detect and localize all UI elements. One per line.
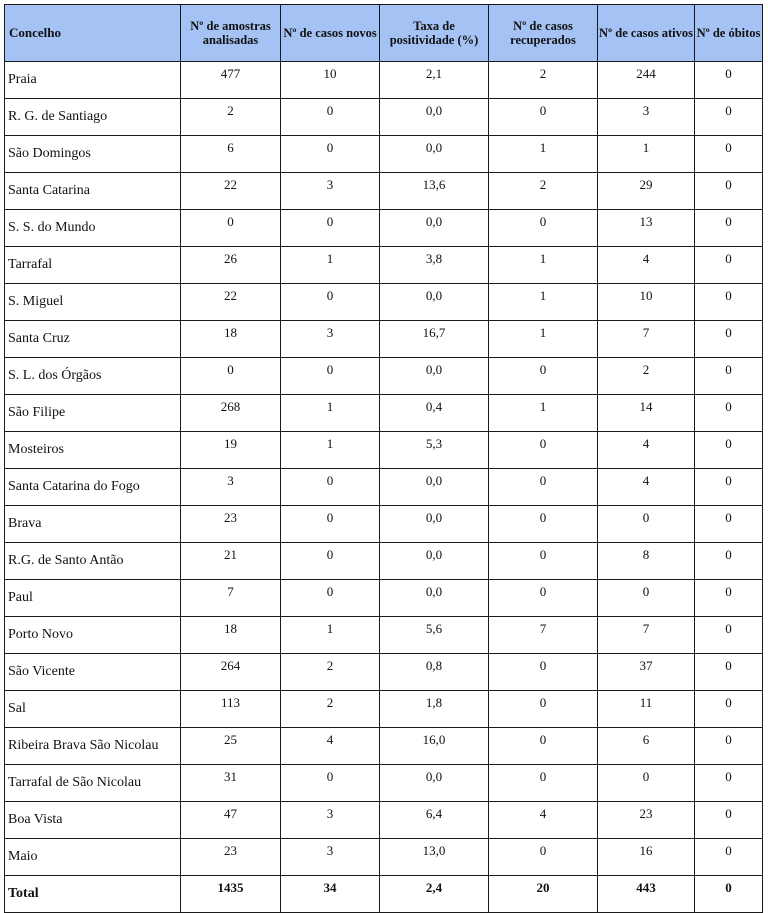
header-casos-recuperados: Nº de casos recuperados bbox=[489, 5, 598, 62]
obitos-cell: 0 bbox=[695, 99, 763, 136]
taxa-cell: 0,0 bbox=[380, 358, 489, 395]
header-casos-novos: Nº de casos novos bbox=[281, 5, 380, 62]
concelho-cell: Paul bbox=[5, 580, 181, 617]
concelho-cell: Tarrafal de São Nicolau bbox=[5, 765, 181, 802]
taxa-cell: 13,6 bbox=[380, 173, 489, 210]
novos-cell: 0 bbox=[281, 99, 380, 136]
amostras-cell: 477 bbox=[181, 62, 281, 99]
amostras-cell: 26 bbox=[181, 247, 281, 284]
concelho-cell: São Vicente bbox=[5, 654, 181, 691]
header-taxa-positividade: Taxa de positividade (%) bbox=[380, 5, 489, 62]
recuperados-cell: 0 bbox=[489, 580, 598, 617]
taxa-cell: 0,0 bbox=[380, 765, 489, 802]
recuperados-cell: 0 bbox=[489, 506, 598, 543]
obitos-cell: 0 bbox=[695, 173, 763, 210]
table-row bbox=[5, 395, 763, 432]
covid-cases-table bbox=[4, 4, 763, 913]
concelho-cell: Sal bbox=[5, 691, 181, 728]
recuperados-cell: 0 bbox=[489, 543, 598, 580]
taxa-cell: 0,8 bbox=[380, 654, 489, 691]
novos-cell: 3 bbox=[281, 802, 380, 839]
amostras-cell: 264 bbox=[181, 654, 281, 691]
taxa-cell: 0,0 bbox=[380, 136, 489, 173]
table-body bbox=[5, 62, 763, 876]
obitos-cell: 0 bbox=[695, 728, 763, 765]
table-row bbox=[5, 247, 763, 284]
header-casos-ativos: Nº de casos ativos bbox=[598, 5, 695, 62]
taxa-cell: 0,0 bbox=[380, 99, 489, 136]
table-header bbox=[5, 5, 763, 62]
novos-cell: 1 bbox=[281, 432, 380, 469]
recuperados-cell: 0 bbox=[489, 210, 598, 247]
amostras-cell: 23 bbox=[181, 506, 281, 543]
recuperados-cell: 1 bbox=[489, 136, 598, 173]
recuperados-cell: 7 bbox=[489, 617, 598, 654]
header-row bbox=[5, 5, 763, 62]
total-amostras: 1435 bbox=[181, 876, 281, 913]
obitos-cell: 0 bbox=[695, 432, 763, 469]
ativos-cell: 4 bbox=[598, 469, 695, 506]
table-row bbox=[5, 839, 763, 876]
table-row bbox=[5, 284, 763, 321]
header-amostras: Nº de amostras analisadas bbox=[181, 5, 281, 62]
table-row bbox=[5, 432, 763, 469]
concelho-cell: Santa Catarina bbox=[5, 173, 181, 210]
ativos-cell: 11 bbox=[598, 691, 695, 728]
ativos-cell: 29 bbox=[598, 173, 695, 210]
novos-cell: 3 bbox=[281, 321, 380, 358]
obitos-cell: 0 bbox=[695, 136, 763, 173]
recuperados-cell: 0 bbox=[489, 99, 598, 136]
obitos-cell: 0 bbox=[695, 284, 763, 321]
ativos-cell: 0 bbox=[598, 506, 695, 543]
table-row bbox=[5, 506, 763, 543]
obitos-cell: 0 bbox=[695, 802, 763, 839]
table-row bbox=[5, 62, 763, 99]
recuperados-cell: 0 bbox=[489, 432, 598, 469]
taxa-cell: 0,0 bbox=[380, 506, 489, 543]
ativos-cell: 7 bbox=[598, 321, 695, 358]
recuperados-cell: 0 bbox=[489, 728, 598, 765]
ativos-cell: 13 bbox=[598, 210, 695, 247]
amostras-cell: 19 bbox=[181, 432, 281, 469]
concelho-cell: R.G. de Santo Antão bbox=[5, 543, 181, 580]
table-row bbox=[5, 99, 763, 136]
novos-cell: 0 bbox=[281, 136, 380, 173]
table-row bbox=[5, 321, 763, 358]
taxa-cell: 5,3 bbox=[380, 432, 489, 469]
concelho-cell: S. Miguel bbox=[5, 284, 181, 321]
concelho-cell: Boa Vista bbox=[5, 802, 181, 839]
total-row bbox=[5, 876, 763, 913]
amostras-cell: 0 bbox=[181, 358, 281, 395]
taxa-cell: 0,0 bbox=[380, 580, 489, 617]
table-row bbox=[5, 469, 763, 506]
total-obitos: 0 bbox=[695, 876, 763, 913]
taxa-cell: 0,0 bbox=[380, 284, 489, 321]
ativos-cell: 4 bbox=[598, 247, 695, 284]
ativos-cell: 16 bbox=[598, 839, 695, 876]
novos-cell: 2 bbox=[281, 654, 380, 691]
amostras-cell: 31 bbox=[181, 765, 281, 802]
table-row bbox=[5, 654, 763, 691]
recuperados-cell: 2 bbox=[489, 173, 598, 210]
novos-cell: 10 bbox=[281, 62, 380, 99]
taxa-cell: 6,4 bbox=[380, 802, 489, 839]
concelho-cell: Santa Cruz bbox=[5, 321, 181, 358]
novos-cell: 0 bbox=[281, 469, 380, 506]
novos-cell: 0 bbox=[281, 580, 380, 617]
taxa-cell: 16,7 bbox=[380, 321, 489, 358]
amostras-cell: 6 bbox=[181, 136, 281, 173]
recuperados-cell: 4 bbox=[489, 802, 598, 839]
table-row bbox=[5, 580, 763, 617]
table-row bbox=[5, 728, 763, 765]
concelho-cell: Santa Catarina do Fogo bbox=[5, 469, 181, 506]
obitos-cell: 0 bbox=[695, 691, 763, 728]
table-row bbox=[5, 210, 763, 247]
ativos-cell: 0 bbox=[598, 580, 695, 617]
ativos-cell: 10 bbox=[598, 284, 695, 321]
ativos-cell: 8 bbox=[598, 543, 695, 580]
concelho-cell: São Filipe bbox=[5, 395, 181, 432]
obitos-cell: 0 bbox=[695, 358, 763, 395]
recuperados-cell: 0 bbox=[489, 469, 598, 506]
obitos-cell: 0 bbox=[695, 617, 763, 654]
novos-cell: 0 bbox=[281, 765, 380, 802]
novos-cell: 3 bbox=[281, 839, 380, 876]
amostras-cell: 23 bbox=[181, 839, 281, 876]
taxa-cell: 0,4 bbox=[380, 395, 489, 432]
total-taxa: 2,4 bbox=[380, 876, 489, 913]
amostras-cell: 3 bbox=[181, 469, 281, 506]
table-row bbox=[5, 173, 763, 210]
recuperados-cell: 2 bbox=[489, 62, 598, 99]
concelho-cell: R. G. de Santiago bbox=[5, 99, 181, 136]
amostras-cell: 18 bbox=[181, 617, 281, 654]
obitos-cell: 0 bbox=[695, 395, 763, 432]
recuperados-cell: 0 bbox=[489, 765, 598, 802]
ativos-cell: 6 bbox=[598, 728, 695, 765]
obitos-cell: 0 bbox=[695, 321, 763, 358]
total-label: Total bbox=[5, 876, 181, 913]
obitos-cell: 0 bbox=[695, 765, 763, 802]
recuperados-cell: 1 bbox=[489, 395, 598, 432]
novos-cell: 1 bbox=[281, 617, 380, 654]
novos-cell: 0 bbox=[281, 284, 380, 321]
amostras-cell: 268 bbox=[181, 395, 281, 432]
obitos-cell: 0 bbox=[695, 580, 763, 617]
recuperados-cell: 0 bbox=[489, 691, 598, 728]
table-row bbox=[5, 765, 763, 802]
table-container bbox=[4, 4, 763, 913]
table-row bbox=[5, 543, 763, 580]
obitos-cell: 0 bbox=[695, 839, 763, 876]
novos-cell: 0 bbox=[281, 358, 380, 395]
total-recuperados: 20 bbox=[489, 876, 598, 913]
novos-cell: 1 bbox=[281, 395, 380, 432]
amostras-cell: 18 bbox=[181, 321, 281, 358]
ativos-cell: 244 bbox=[598, 62, 695, 99]
header-obitos: Nº de óbitos bbox=[695, 5, 763, 62]
taxa-cell: 3,8 bbox=[380, 247, 489, 284]
table-row bbox=[5, 358, 763, 395]
novos-cell: 0 bbox=[281, 210, 380, 247]
taxa-cell: 0,0 bbox=[380, 210, 489, 247]
recuperados-cell: 1 bbox=[489, 321, 598, 358]
obitos-cell: 0 bbox=[695, 247, 763, 284]
concelho-cell: Mosteiros bbox=[5, 432, 181, 469]
obitos-cell: 0 bbox=[695, 469, 763, 506]
amostras-cell: 21 bbox=[181, 543, 281, 580]
amostras-cell: 2 bbox=[181, 99, 281, 136]
novos-cell: 2 bbox=[281, 691, 380, 728]
total-novos: 34 bbox=[281, 876, 380, 913]
obitos-cell: 0 bbox=[695, 654, 763, 691]
obitos-cell: 0 bbox=[695, 543, 763, 580]
novos-cell: 4 bbox=[281, 728, 380, 765]
amostras-cell: 7 bbox=[181, 580, 281, 617]
concelho-cell: Ribeira Brava São Nicolau bbox=[5, 728, 181, 765]
novos-cell: 1 bbox=[281, 247, 380, 284]
obitos-cell: 0 bbox=[695, 506, 763, 543]
taxa-cell: 5,6 bbox=[380, 617, 489, 654]
table-row bbox=[5, 691, 763, 728]
concelho-cell: Porto Novo bbox=[5, 617, 181, 654]
taxa-cell: 0,0 bbox=[380, 543, 489, 580]
taxa-cell: 2,1 bbox=[380, 62, 489, 99]
ativos-cell: 4 bbox=[598, 432, 695, 469]
concelho-cell: S. L. dos Órgãos bbox=[5, 358, 181, 395]
taxa-cell: 16,0 bbox=[380, 728, 489, 765]
concelho-cell: Praia bbox=[5, 62, 181, 99]
concelho-cell: Tarrafal bbox=[5, 247, 181, 284]
obitos-cell: 0 bbox=[695, 62, 763, 99]
taxa-cell: 1,8 bbox=[380, 691, 489, 728]
amostras-cell: 25 bbox=[181, 728, 281, 765]
recuperados-cell: 1 bbox=[489, 284, 598, 321]
ativos-cell: 14 bbox=[598, 395, 695, 432]
ativos-cell: 3 bbox=[598, 99, 695, 136]
table-footer bbox=[5, 876, 763, 913]
recuperados-cell: 1 bbox=[489, 247, 598, 284]
recuperados-cell: 0 bbox=[489, 839, 598, 876]
table-row bbox=[5, 136, 763, 173]
amostras-cell: 22 bbox=[181, 173, 281, 210]
ativos-cell: 2 bbox=[598, 358, 695, 395]
amostras-cell: 47 bbox=[181, 802, 281, 839]
obitos-cell: 0 bbox=[695, 210, 763, 247]
concelho-cell: Brava bbox=[5, 506, 181, 543]
ativos-cell: 37 bbox=[598, 654, 695, 691]
total-ativos: 443 bbox=[598, 876, 695, 913]
amostras-cell: 22 bbox=[181, 284, 281, 321]
taxa-cell: 13,0 bbox=[380, 839, 489, 876]
concelho-cell: São Domingos bbox=[5, 136, 181, 173]
ativos-cell: 0 bbox=[598, 765, 695, 802]
recuperados-cell: 0 bbox=[489, 358, 598, 395]
novos-cell: 0 bbox=[281, 506, 380, 543]
ativos-cell: 1 bbox=[598, 136, 695, 173]
concelho-cell: Maio bbox=[5, 839, 181, 876]
ativos-cell: 23 bbox=[598, 802, 695, 839]
table-row bbox=[5, 802, 763, 839]
novos-cell: 0 bbox=[281, 543, 380, 580]
ativos-cell: 7 bbox=[598, 617, 695, 654]
amostras-cell: 113 bbox=[181, 691, 281, 728]
amostras-cell: 0 bbox=[181, 210, 281, 247]
concelho-cell: S. S. do Mundo bbox=[5, 210, 181, 247]
header-concelho: Concelho bbox=[5, 5, 181, 62]
table-row bbox=[5, 617, 763, 654]
novos-cell: 3 bbox=[281, 173, 380, 210]
recuperados-cell: 0 bbox=[489, 654, 598, 691]
taxa-cell: 0,0 bbox=[380, 469, 489, 506]
